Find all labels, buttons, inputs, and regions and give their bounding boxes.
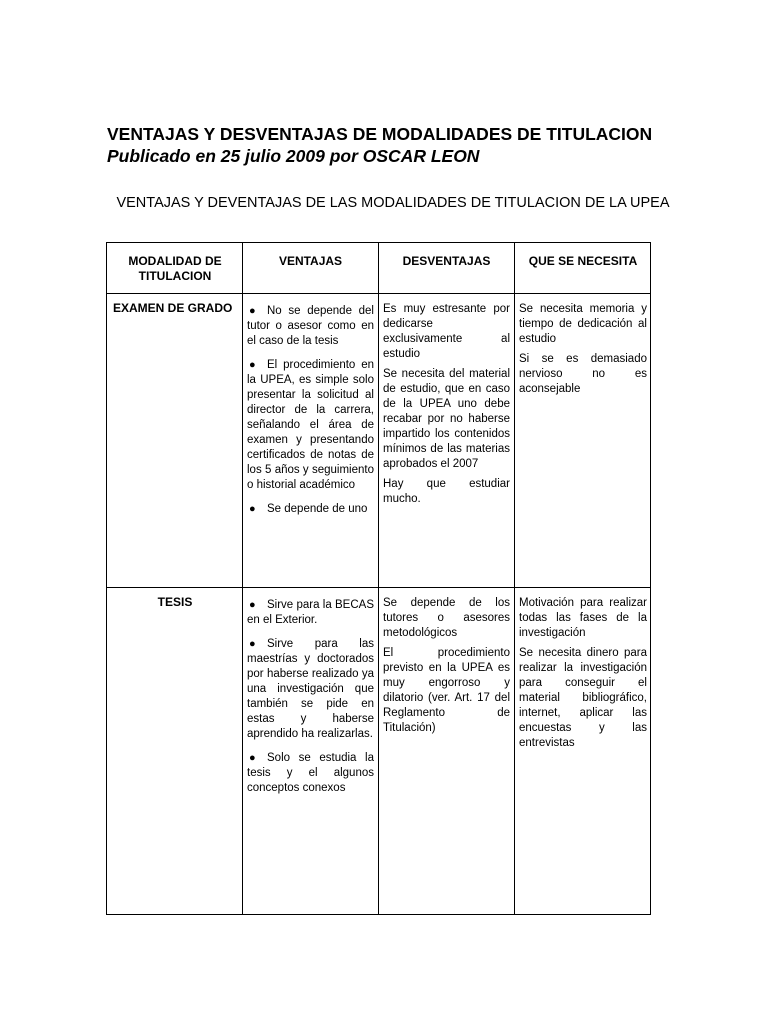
bullet-icon: ● (249, 359, 256, 371)
ventajas-list (247, 304, 374, 517)
paragraph: Se necesita dinero para realizar la investigación para conseguir el material bibliográfico, internet, aplicar las encuestas y las entrevistas (519, 647, 647, 749)
paragraph: Si se es demasiado nervioso no es aconsejable (519, 353, 647, 395)
header-desventajas: DESVENTAJAS (402, 254, 491, 268)
row-label-tesis: TESIS (157, 595, 193, 609)
column-divider (378, 243, 379, 914)
document-byline: Publicado en 25 julio 2009 por OSCAR LEON (107, 146, 480, 166)
list-item: ● Sirve para las maestrías y doctorados por haberse realizado ya una investigación que también se pide en estas y haberse aprendido ha realizarlas. (247, 638, 374, 740)
bullet-icon: ● (249, 305, 256, 317)
paragraph: Hay que estudiar mucho. (383, 478, 510, 505)
paragraph: Es muy estresante por dedicarse exclusivamente al estudio (383, 303, 510, 360)
list-item: ● El procedimiento en la UPEA, es simple solo presentar la solicitud al director de la carrera, señalando el área de examen y presentando certificados de notas de los 5 años y seguimiento o historial académico (247, 359, 374, 491)
list-item: ● Solo se estudia la tesis y el algunos conceptos conexos (247, 752, 374, 794)
que-se-necesita-cell (519, 596, 647, 756)
paragraph: El procedimiento previsto en la UPEA es muy engorroso y dilatorio (ver. Art. 17 del Reglamento de Titulación) (383, 647, 510, 734)
table-caption: VENTAJAS Y DEVENTAJAS DE LAS MODALIDADES DE TITULACION DE LA UPEA (116, 195, 670, 211)
desventajas-cell (383, 302, 510, 512)
desventajas-cell (383, 596, 510, 741)
ventajas-list (247, 598, 374, 796)
comparison-table (106, 242, 651, 915)
header-modalidad: MODALIDAD DE TITULACION (128, 254, 222, 283)
column-divider (242, 243, 243, 914)
header-ventajas: VENTAJAS (278, 254, 343, 268)
list-item: ● Sirve para la BECAS en el Exterior. (247, 599, 374, 626)
ventajas-cell (247, 304, 374, 526)
header-que-se-necesita: QUE SE NECESITA (528, 254, 638, 268)
bullet-icon: ● (249, 599, 256, 611)
paragraph: Motivación para realizar todas las fases de la investigación (519, 597, 647, 639)
row-divider (107, 587, 650, 588)
paragraph: Se necesita memoria y tiempo de dedicación al estudio (519, 303, 647, 345)
bullet-icon: ● (249, 638, 256, 650)
que-se-necesita-cell (519, 302, 647, 402)
bullet-icon: ● (249, 752, 256, 764)
document-title: VENTAJAS Y DESVENTAJAS DE MODALIDADES DE TITULACION (107, 124, 653, 144)
ventajas-cell (247, 598, 374, 805)
bullet-icon: ● (249, 503, 256, 515)
row-label-examen-de-grado: EXAMEN DE GRADO (113, 301, 233, 315)
row-divider (107, 293, 650, 294)
column-divider (514, 243, 515, 914)
list-item: ● Se depende de uno (249, 503, 368, 515)
list-item: ● No se depende del tutor o asesor como en el caso de la tesis (247, 305, 374, 347)
paragraph: Se necesita del material de estudio, que en caso de la UPEA uno debe recabar por no haberse impartido los contenidos mínimos de las materias aprobados el 2007 (383, 368, 510, 470)
paragraph: Se depende de los tutores o asesores metodológicos (383, 597, 510, 639)
